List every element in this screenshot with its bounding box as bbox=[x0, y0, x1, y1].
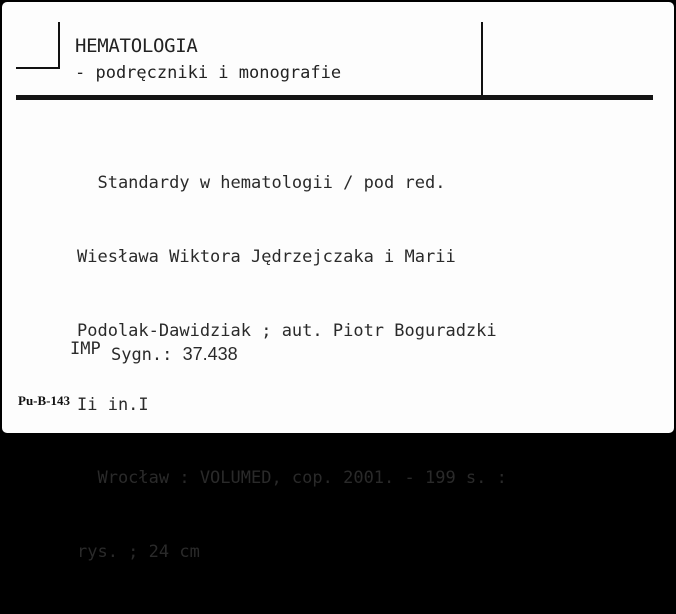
description-line: Wiesława Wiktora Jędrzejczaka i Marii bbox=[77, 246, 456, 267]
bracket-vertical-line bbox=[58, 22, 60, 69]
heading-rule bbox=[16, 95, 653, 100]
call-number-value: 37.438 bbox=[182, 344, 238, 364]
bracket-horizontal-line bbox=[16, 67, 60, 69]
library-stamp: Pu-B-143 bbox=[18, 393, 70, 408]
bibliographic-description bbox=[77, 122, 667, 614]
description-line: rys. ; 24 cm bbox=[77, 542, 200, 563]
call-number-label: Sygn.: bbox=[110, 345, 173, 365]
subject-subheading: - podręczniki i monografie bbox=[75, 63, 342, 83]
description-line: Standardy w hematologii / pod red. bbox=[77, 173, 446, 194]
call-number-prefix: IMP bbox=[70, 339, 101, 359]
description-line: Ii in.I bbox=[77, 394, 149, 415]
catalog-card bbox=[2, 2, 674, 563]
subject-heading: HEMATOLOGIA bbox=[75, 35, 198, 57]
call-number bbox=[70, 339, 238, 366]
description-line: Wrocław : VOLUMED, cop. 2001. - 199 s. : bbox=[77, 468, 507, 489]
heading-right-divider bbox=[481, 22, 483, 98]
description-line: Podolak-Dawidziak ; aut. Piotr Boguradzki bbox=[77, 320, 497, 341]
